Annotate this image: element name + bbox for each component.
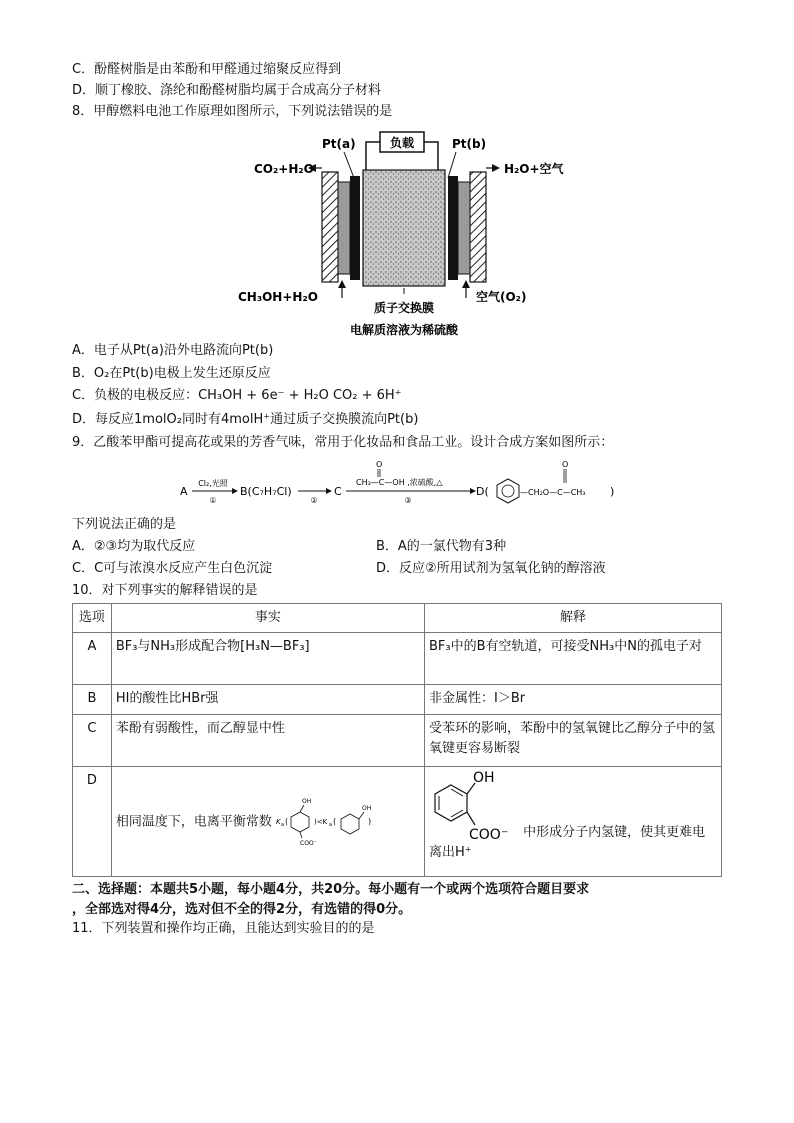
compound-d-close: )	[610, 485, 615, 498]
row-d-option: D	[73, 767, 112, 877]
row-d-fact: 相同温度下，电离平衡常数	[115, 814, 272, 829]
synthesis-scheme	[176, 455, 626, 511]
o-atom-ester: O	[562, 460, 569, 469]
salicylate-structure	[429, 771, 519, 843]
membrane-label: 质子交换膜	[373, 301, 435, 315]
row-d-explanation-cell	[425, 767, 722, 877]
step-2: ②	[310, 496, 318, 505]
compound-b: B(C₇H₇Cl)	[240, 485, 292, 498]
left-plate	[322, 172, 338, 282]
row-a-fact: BF₃与NH₃形成配合物[H₃N—BF₃]	[111, 633, 424, 685]
pt-b-label: Pt(b)	[452, 137, 487, 151]
q9-option-d: D．反应②所用试剂为氢氧化钠的醇溶液	[376, 561, 606, 576]
header-option: 选项	[73, 604, 112, 633]
row-a-option: A	[73, 633, 112, 685]
row-d-fact-cell	[111, 767, 424, 877]
oh-small-2: OH	[361, 804, 372, 812]
oh-small-1: OH	[301, 797, 312, 805]
outflow-left: CO₂+H₂O	[254, 162, 314, 176]
o-atom-acid: O	[376, 460, 383, 469]
q10-stem: 10．对下列事实的解释错误的是	[72, 583, 258, 598]
row-c-fact: 苯酚有弱酸性，而乙醇显中性	[111, 715, 424, 767]
step-3: ③	[404, 496, 412, 505]
electrode-b	[448, 176, 458, 280]
ka-sub-2: a	[328, 821, 333, 828]
coo-large: COO⁻	[469, 827, 509, 843]
wire-right	[424, 142, 438, 172]
table-header-row	[73, 604, 722, 633]
q9-stem: 9．乙酸苯甲酯可提高花或果的芳香气味，常用于化妆品和食品工业。设计合成方案如图所示：	[72, 435, 614, 450]
row-b-explanation: 非金属性：I＞Br	[425, 685, 722, 715]
q8-option-c: C．负极的电极反应：CH₃OH + 6e⁻ + H₂O CO₂ + 6H⁺	[72, 388, 402, 403]
step-1: ①	[209, 496, 217, 505]
q8-option-a: A．电子从Pt(a)沿外电路流向Pt(b)	[72, 343, 274, 358]
q8-option-d: D．每反应1molO₂同时有4molH⁺通过质子交换膜流向Pt(b)	[72, 412, 419, 427]
q9-prompt: 下列说法正确的是	[72, 517, 177, 532]
compound-a: A	[180, 485, 188, 498]
coo-small: COO⁻	[299, 839, 317, 847]
table-row	[73, 633, 722, 685]
proton-exchange-membrane	[363, 170, 445, 286]
electrode-a	[350, 176, 360, 280]
row-a-explanation: BF₃中的B有空轨道，可接受NH₃中N的孤电子对	[425, 633, 722, 685]
salicylate-large-ring-icon	[435, 785, 467, 821]
oh-large: OH	[473, 771, 495, 786]
header-fact: 事实	[111, 604, 424, 633]
load-label: 负载	[389, 136, 415, 150]
right-plate	[470, 172, 486, 282]
row-c-option: C	[73, 715, 112, 767]
row-d-explanation: 中形成分子内氢键，使其更难电离出H⁺	[429, 825, 706, 860]
inflow-right: 空气(O₂)	[476, 290, 527, 304]
benzene-ring-icon	[497, 479, 519, 503]
reagent-3: CH₃—C—OH ,浓硫酸,△	[356, 478, 443, 487]
inflow-left: CH₃OH+H₂O	[238, 290, 318, 304]
q7-option-d: D．顺丁橡胶、涤纶和酚醛树脂均属于合成高分子材料	[72, 83, 382, 98]
paren-open-2: (	[332, 816, 337, 826]
table-row	[73, 715, 722, 767]
row-b-fact: HI的酸性比HBr强	[111, 685, 424, 715]
ka-comparison-structures	[276, 792, 400, 852]
row-c-explanation: 受苯环的影响，苯酚中的氢氧键比乙醇分子中的氢氧键更容易断裂	[425, 715, 722, 767]
row-b-option: B	[73, 685, 112, 715]
table-row	[73, 767, 722, 877]
header-explanation: 解释	[425, 604, 722, 633]
q9-option-b: B．A的一氯代物有3种	[376, 539, 507, 554]
q11-stem: 11．下列装置和操作均正确，且能达到实验目的的是	[72, 921, 375, 936]
compound-c: C	[334, 485, 342, 498]
outflow-right: H₂O+空气	[504, 162, 564, 176]
section2-heading-line2: ，全部选对得4分，选对但不全的得2分，有选错的得0分。	[72, 902, 412, 917]
less-than-k: )<K	[313, 817, 328, 826]
ka-sub-1: a	[280, 821, 285, 828]
phenol-ring-icon	[341, 814, 359, 834]
table-row	[73, 685, 722, 715]
salicylate-ring-icon	[291, 812, 309, 832]
diagram-caption: 电解质溶液为稀硫酸	[349, 323, 459, 337]
q9-option-a: A．②③均为取代反应	[72, 539, 196, 554]
compound-d-open: D(	[476, 485, 489, 498]
q10-table	[72, 603, 722, 877]
q7-option-c: C．酚醛树脂是由苯酚和甲醛通过缩聚反应得到	[72, 62, 342, 77]
q8-option-b: B．O₂在Pt(b)电极上发生还原反应	[72, 366, 271, 381]
q8-stem: 8．甲醇燃料电池工作原理如图所示，下列说法错误的是	[72, 104, 393, 119]
compound-d-chain: —CH₂O—C—CH₃	[520, 488, 586, 497]
paren-open-1: (	[284, 816, 289, 826]
ka-symbol-1: K	[275, 817, 281, 826]
paren-close-2: )	[367, 816, 372, 826]
q9-option-c: C．C可与浓溴水反应产生白色沉淀	[72, 561, 273, 576]
fuel-cell-diagram	[230, 126, 570, 346]
condition-1: Cl₂,光照	[198, 479, 228, 488]
pt-a-label: Pt(a)	[322, 137, 356, 151]
wire-left	[366, 142, 380, 172]
section2-heading-line1: 二、选择题：本题共5小题，每小题4分，共20分。每小题有一个或两个选项符合题目要求	[72, 882, 590, 897]
